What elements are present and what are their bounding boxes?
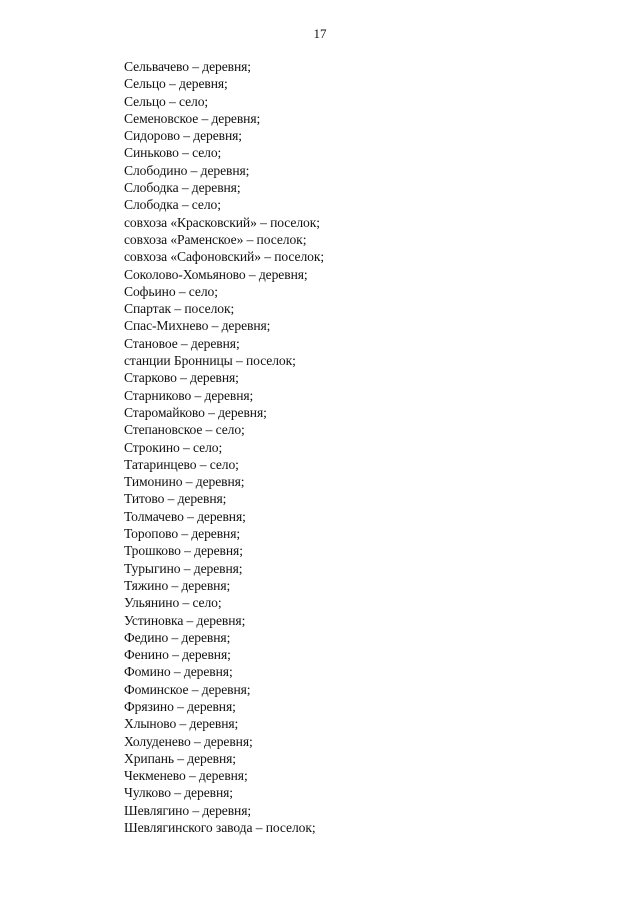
list-item: Чекменево – деревня; xyxy=(124,768,248,784)
list-item: Строкино – село; xyxy=(124,439,223,455)
settlement-list xyxy=(124,58,324,836)
list-item: Слободино – деревня; xyxy=(124,162,250,178)
list-item: Хлыново – деревня; xyxy=(124,716,239,732)
list-item: Фоминское – деревня; xyxy=(124,681,251,697)
list-item: Толмачево – деревня; xyxy=(124,508,246,524)
page-number: 17 xyxy=(313,26,327,41)
list-item: Сельцо – село; xyxy=(124,93,209,109)
list-item: совхоза «Сафоновский» – поселок; xyxy=(124,249,325,265)
list-item: Спас-Михнево – деревня; xyxy=(124,318,271,334)
list-item: Слободка – село; xyxy=(124,197,221,213)
list-item: Старково – деревня; xyxy=(124,370,239,386)
list-item: Фенино – деревня; xyxy=(124,647,231,663)
list-item: Ульянино – село; xyxy=(124,595,222,611)
list-item: Турыгино – деревня; xyxy=(124,560,243,576)
list-item: совхоза «Красковский» – поселок; xyxy=(124,214,320,230)
list-item: Сельвачево – деревня; xyxy=(124,59,251,74)
list-item: совхоза «Раменское» – поселок; xyxy=(124,231,307,247)
list-item: Федино – деревня; xyxy=(124,629,231,645)
list-item: Шевлягино – деревня; xyxy=(124,802,252,818)
list-item: Хрипань – деревня; xyxy=(124,750,236,766)
list-item: Сидорово – деревня; xyxy=(124,128,242,144)
list-item: Фомино – деревня; xyxy=(124,664,233,680)
list-item: Синьково – село; xyxy=(124,145,222,161)
list-item: Спартак – поселок; xyxy=(124,301,235,317)
list-item: Сельцо – деревня; xyxy=(124,76,228,92)
list-item: Старомайково – деревня; xyxy=(124,404,267,420)
list-item: Тимонино – деревня; xyxy=(124,474,245,490)
list-item: Шевлягинского завода – поселок; xyxy=(124,820,316,836)
list-item: Семеновское – деревня; xyxy=(124,110,261,126)
list-item: Фрязино – деревня; xyxy=(124,698,236,714)
list-item: Степановское – село; xyxy=(124,422,245,438)
list-item: Татаринцево – село; xyxy=(124,456,239,472)
list-item: Слободка – деревня; xyxy=(124,180,241,196)
list-item: Устиновка – деревня; xyxy=(124,612,246,628)
list-item: Торопово – деревня; xyxy=(124,526,241,542)
list-item: станции Бронницы – поселок; xyxy=(124,353,296,369)
list-item: Тяжино – деревня; xyxy=(124,577,231,593)
list-item: Старниково – деревня; xyxy=(124,387,254,403)
list-item: Соколово-Хомьяново – деревня; xyxy=(124,266,308,282)
list-item: Трошково – деревня; xyxy=(124,543,243,559)
list-item: Становое – деревня; xyxy=(124,335,240,351)
list-item: Титово – деревня; xyxy=(124,491,227,507)
list-item: Софьино – село; xyxy=(124,283,218,299)
list-item: Чулково – деревня; xyxy=(124,785,233,801)
list-item: Холуденево – деревня; xyxy=(124,733,253,749)
